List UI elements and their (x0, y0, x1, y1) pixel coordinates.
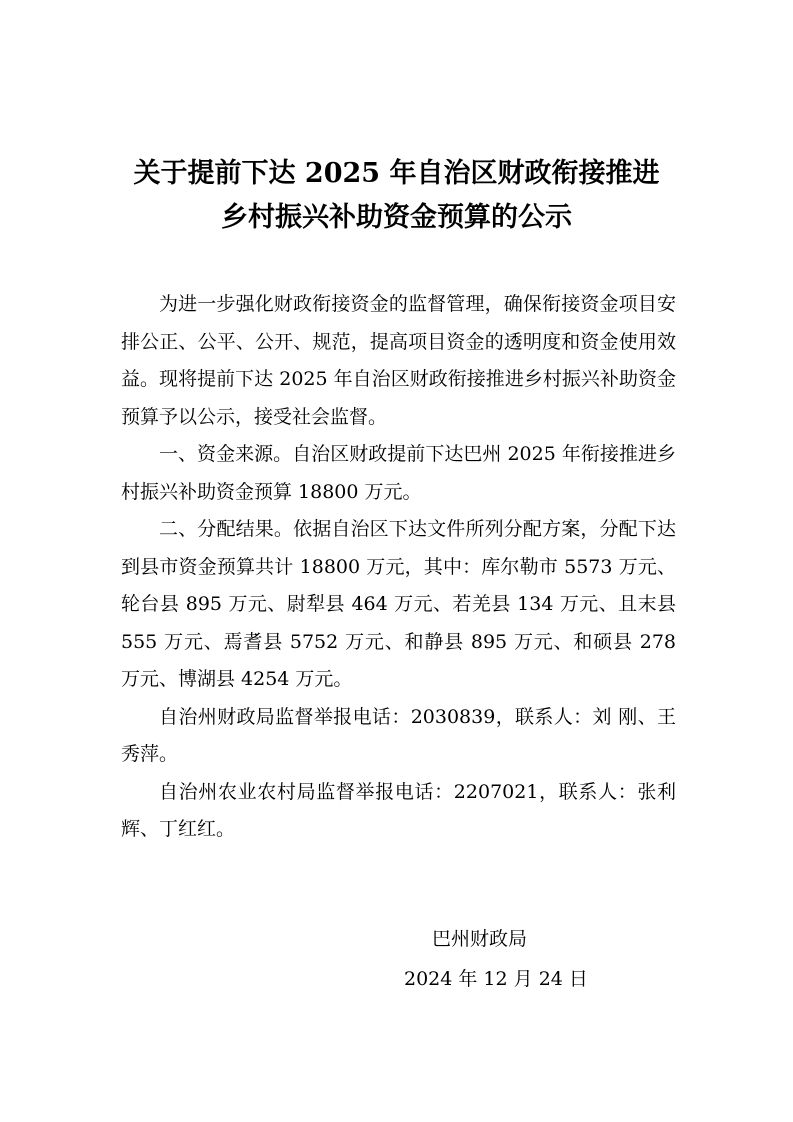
paragraph-agriculture-hotline: 自治州农业农村局监督举报电话：2207021，联系人：张利辉、丁红红。 (121, 780, 676, 840)
signature-organization: 巴州财政局 (432, 928, 528, 950)
paragraph-finance-hotline: 自治州财政局监督举报电话：2030839，联系人：刘 刚、王秀萍。 (121, 705, 676, 765)
paragraph-funding-source: 一、资金来源。自治区财政提前下达巴州 2025 年衔接推进乡村振兴补助资金预算 18800 万元。 (121, 443, 676, 503)
paragraph-allocation-result: 二、分配结果。依据自治区下达文件所列分配方案，分配下达到县市资金预算共计 18800 万元，其中：库尔勒市 5573 万元、轮台县 895 万元、尉犁县 464 万元、若羌县 134 万元、且末县 555 万元、焉耆县 5752 万元、和静县 895 万元、和硕县 278 万元、博湖县 4254 万元。 (121, 518, 676, 690)
title-line-1: 关于提前下达 2025 年自治区财政衔接推进 (133, 158, 660, 189)
signature-date: 2024 年 12 月 24 日 (404, 968, 588, 990)
paragraph-intro: 为进一步强化财政衔接资金的监督管理，确保衔接资金项目安排公正、公平、公开、规范，提高项目资金的透明度和资金使用效益。现将提前下达 2025 年自治区财政衔接推进乡村振兴补助资金预算予以公示，接受社会监督。 (121, 293, 676, 428)
title-line-2: 乡村振兴补助资金预算的公示 (221, 202, 572, 233)
document-body (121, 286, 676, 849)
document-title (100, 152, 693, 240)
